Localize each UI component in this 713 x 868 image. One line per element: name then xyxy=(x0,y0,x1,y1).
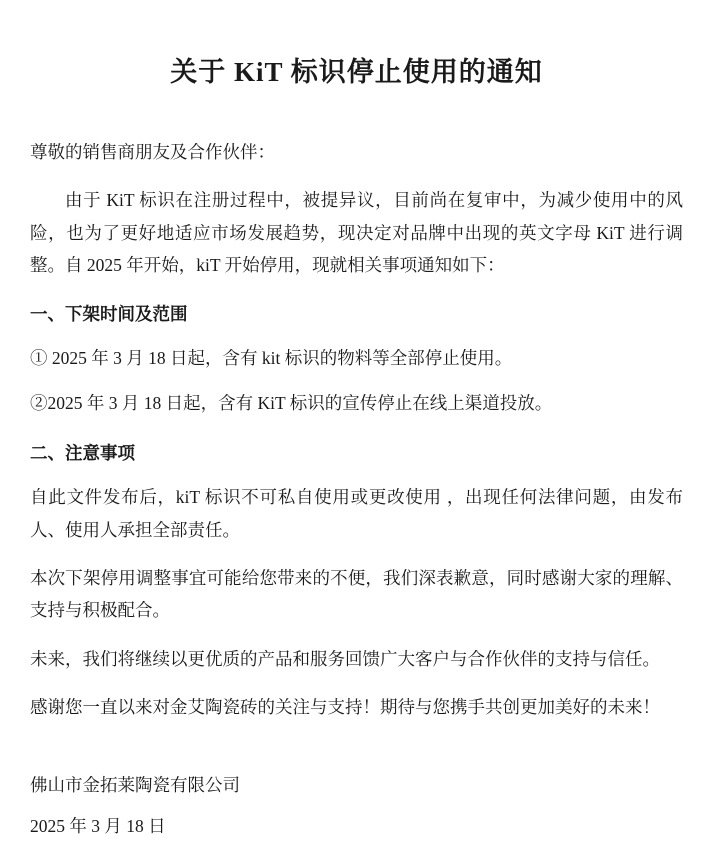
intro-paragraph: 由于 KiT 标识在注册过程中，被提异议，目前尚在复审中，为减少使用中的风险，也为了更好地适应市场发展趋势，现决定对品牌中出现的英文字母 KiT 进行调整。自 2025 年开始，kiT 开始停用，现就相关事项通知如下： xyxy=(30,190,683,275)
list-item: ① 2025 年 3 月 18 日起，含有 kit 标识的物料等全部停止使用。 xyxy=(30,347,513,368)
notice-paragraph: 感谢您一直以来对金艾陶瓷砖的关注与支持！期待与您携手共创更加美好的未来！ xyxy=(30,697,660,718)
signature-company: 佛山市金拓莱陶瓷有限公司 xyxy=(30,774,240,795)
section-heading-2: 二、注意事项 xyxy=(30,442,135,463)
salutation: 尊敬的销售商朋友及合作伙伴： xyxy=(30,141,275,162)
signature-block xyxy=(30,768,683,844)
list-item: ②2025 年 3 月 18 日起，含有 KiT 标识的宣传停止在线上渠道投放。 xyxy=(30,393,553,414)
signature-date: 2025 年 3 月 18 日 xyxy=(30,815,166,836)
page-title: 关于 KiT 标识停止使用的通知 xyxy=(170,57,543,87)
section-heading-1: 一、下架时间及范围 xyxy=(30,304,188,325)
document-body xyxy=(30,136,683,724)
notice-paragraph: 未来，我们将继续以更优质的产品和服务回馈广大客户与合作伙伴的支持与信任。 xyxy=(30,648,660,669)
notice-paragraph: 本次下架停用调整事宜可能给您带来的不便，我们深表歉意，同时感谢大家的理解、支持与积极配合。 xyxy=(30,568,683,621)
notice-paragraph: 自此文件发布后，kiT 标识不可私自使用或更改使用 ，出现任何法律问题，由发布人、使用人承担全部责任。 xyxy=(30,487,683,540)
